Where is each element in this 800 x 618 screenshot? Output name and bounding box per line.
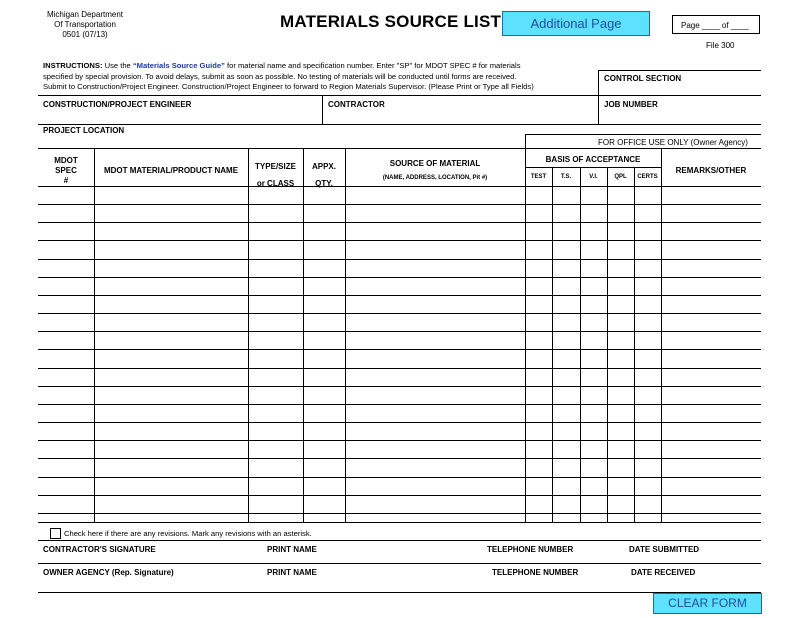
project-location-label[interactable]: PROJECT LOCATION	[43, 126, 125, 135]
table-row[interactable]	[38, 404, 761, 405]
divider	[38, 95, 761, 96]
col-type-line1: TYPE/SIZE	[255, 162, 296, 171]
col-spec-line3: #	[63, 176, 69, 185]
dept-line2: Of Transportation	[54, 20, 116, 29]
control-section-label: CONTROL SECTION	[604, 74, 682, 83]
materials-source-guide-link[interactable]: “Materials Source Guide”	[132, 61, 225, 70]
table-row[interactable]	[38, 495, 761, 496]
date-submitted-label[interactable]: DATE SUBMITTED	[629, 545, 700, 554]
telephone-label-2[interactable]: TELEPHONE NUMBER	[492, 568, 579, 577]
table-row[interactable]	[38, 386, 761, 387]
divider	[525, 134, 526, 148]
clear-form-button[interactable]: CLEAR FORM	[653, 593, 762, 614]
table-row[interactable]	[38, 277, 761, 278]
table-row[interactable]	[38, 222, 761, 223]
instructions-line2: specified by special provision. To avoid delays, submit as soon as possible. No testing of materials will be conducted until forms are received.	[43, 71, 517, 81]
table-row[interactable]	[38, 295, 761, 296]
instructions	[43, 61, 583, 93]
contractor-signature-label[interactable]: CONTRACTOR'S SIGNATURE	[43, 545, 156, 554]
additional-page-button[interactable]: Additional Page	[502, 11, 650, 36]
col-source-line2: (NAME, ADDRESS, LOCATION, Pit #)	[382, 175, 488, 181]
divider	[607, 167, 608, 522]
dept-line1: Michigan Department	[46, 10, 124, 19]
table-row[interactable]	[38, 477, 761, 478]
col-remarks: REMARKS/OTHER	[675, 166, 747, 175]
col-material-name: MDOT MATERIAL/PRODUCT NAME	[103, 166, 239, 175]
basis-col-ts: T.S.	[560, 174, 572, 180]
basis-col-certs: CERTS	[637, 174, 658, 180]
divider	[38, 522, 761, 523]
basis-col-vi: V.I.	[589, 174, 598, 180]
table-row[interactable]	[38, 513, 761, 514]
divider	[525, 167, 661, 168]
table-row[interactable]	[38, 313, 761, 314]
owner-signature-label[interactable]: OWNER AGENCY (Rep. Signature)	[43, 568, 174, 577]
form-id: 0501 (07/13)	[62, 30, 108, 39]
contractor-label[interactable]: CONTRACTOR	[328, 100, 385, 109]
print-name-label-2[interactable]: PRINT NAME	[267, 568, 317, 577]
divider	[598, 70, 761, 71]
divider	[38, 186, 761, 187]
basis-col-test: TEST	[530, 174, 547, 180]
department-name	[30, 10, 140, 40]
table-row[interactable]	[38, 440, 761, 441]
table-row[interactable]	[38, 331, 761, 332]
col-source	[345, 159, 525, 181]
divider	[525, 134, 761, 135]
instructions-text2: for material name and specification number. Enter "SP" for MDOT SPEC # for materials	[224, 61, 521, 70]
divider	[598, 70, 599, 124]
table-row[interactable]	[38, 240, 761, 241]
col-qty-line2: QTY.	[315, 179, 333, 188]
col-type-line2: or CLASS	[256, 179, 295, 188]
instructions-line3: Submit to Construction/Project Engineer. Construction/Project Engineer to forward to Region Materials Supervisor. (Please Print or Type all Fields)	[43, 82, 534, 91]
divider	[322, 95, 323, 124]
page-number-field[interactable]: Page ____ of ____	[672, 15, 760, 34]
table-row[interactable]	[38, 349, 761, 350]
col-spec-line1: MDOT	[54, 156, 78, 165]
table-row[interactable]	[38, 458, 761, 459]
divider	[38, 540, 761, 541]
divider	[38, 148, 761, 149]
print-name-label-1[interactable]: PRINT NAME	[267, 545, 317, 554]
date-received-label[interactable]: DATE RECEIVED	[631, 568, 696, 577]
revisions-checkbox[interactable]	[50, 528, 61, 539]
table-row[interactable]	[38, 368, 761, 369]
table-row[interactable]	[38, 422, 761, 423]
basis-col-qpl: QPL	[614, 174, 627, 180]
job-number-label[interactable]: JOB NUMBER	[604, 100, 658, 109]
file-number: File 300	[706, 41, 735, 50]
divider	[580, 167, 581, 522]
basis-of-acceptance: BASIS OF ACCEPTANCE	[545, 155, 641, 164]
divider	[38, 124, 761, 125]
col-qty-line1: APPX.	[311, 162, 336, 171]
telephone-label-1[interactable]: TELEPHONE NUMBER	[487, 545, 574, 554]
table-row[interactable]	[38, 204, 761, 205]
instructions-prefix: INSTRUCTIONS:	[43, 61, 103, 70]
table-row[interactable]	[38, 259, 761, 260]
engineer-label[interactable]: CONSTRUCTION/PROJECT ENGINEER	[43, 100, 192, 109]
divider	[552, 167, 553, 522]
col-source-line1: SOURCE OF MATERIAL	[389, 159, 481, 168]
divider	[634, 167, 635, 522]
revisions-label: Check here if there are any revisions. Mark any revisions with an asterisk.	[64, 529, 312, 538]
page-title: MATERIALS SOURCE LIST	[280, 12, 502, 31]
col-spec-line2: SPEC	[55, 166, 77, 175]
col-mdot-spec	[38, 156, 94, 186]
office-use-label: FOR OFFICE USE ONLY (Owner Agency)	[598, 138, 748, 147]
instructions-text1: Use the	[102, 61, 133, 70]
divider	[38, 563, 761, 564]
